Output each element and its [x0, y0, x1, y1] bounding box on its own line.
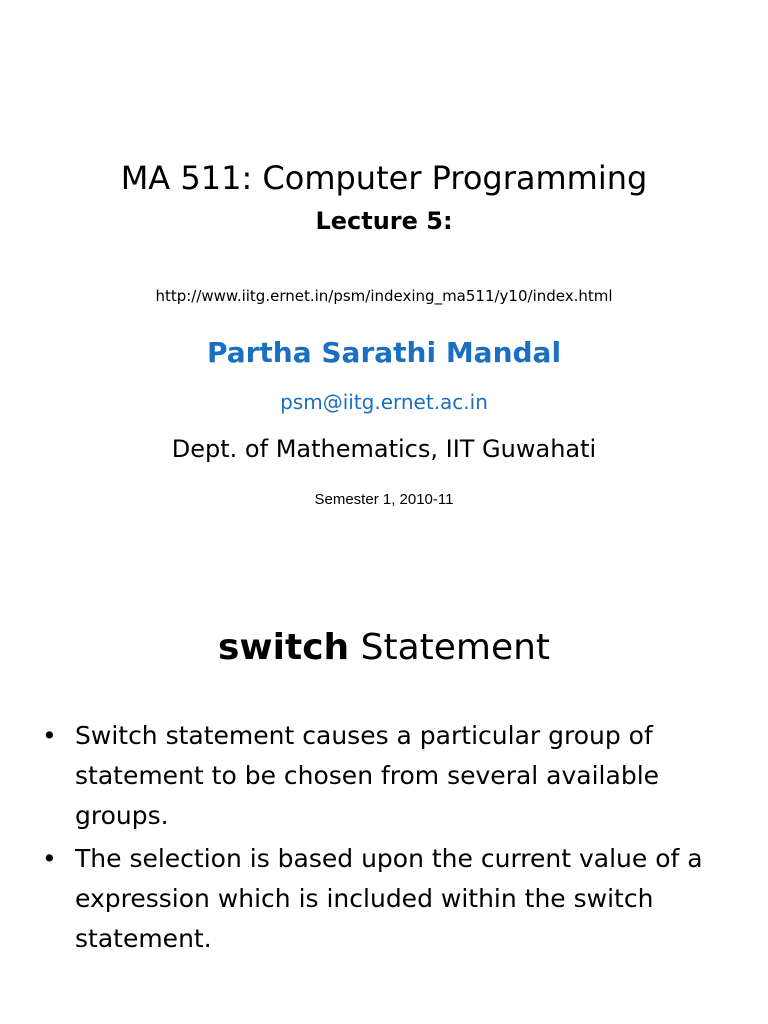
bullet-icon: •	[42, 721, 57, 750]
course-url: http://www.iitg.ernet.in/psm/indexing_ma511/y10/index.html	[155, 287, 613, 305]
content-slide	[0, 576, 768, 1024]
heading-keyword: switch	[217, 627, 350, 668]
bullet-list	[42, 716, 732, 962]
author-name: Partha Sarathi Mandal	[206, 336, 562, 369]
course-title: MA 511: Computer Programming	[120, 159, 648, 197]
bullet-text: The selection is based upon the current value of a expression which is included within the switch statement.	[75, 844, 703, 953]
bullet-icon: •	[42, 844, 57, 873]
bullet-text: Switch statement causes a particular group of statement to be chosen from several available groups.	[75, 721, 660, 830]
author-email: psm@iitg.ernet.ac.in	[280, 390, 488, 414]
department: Dept. of Mathematics, IIT Guwahati	[171, 435, 597, 463]
heading-text: Statement	[349, 627, 551, 668]
bullet-item	[42, 716, 732, 836]
slide-heading	[0, 624, 768, 672]
lecture-title: Lecture 5:	[315, 207, 453, 235]
semester: Semester 1, 2010-11	[314, 491, 454, 508]
bullet-item	[42, 839, 732, 959]
